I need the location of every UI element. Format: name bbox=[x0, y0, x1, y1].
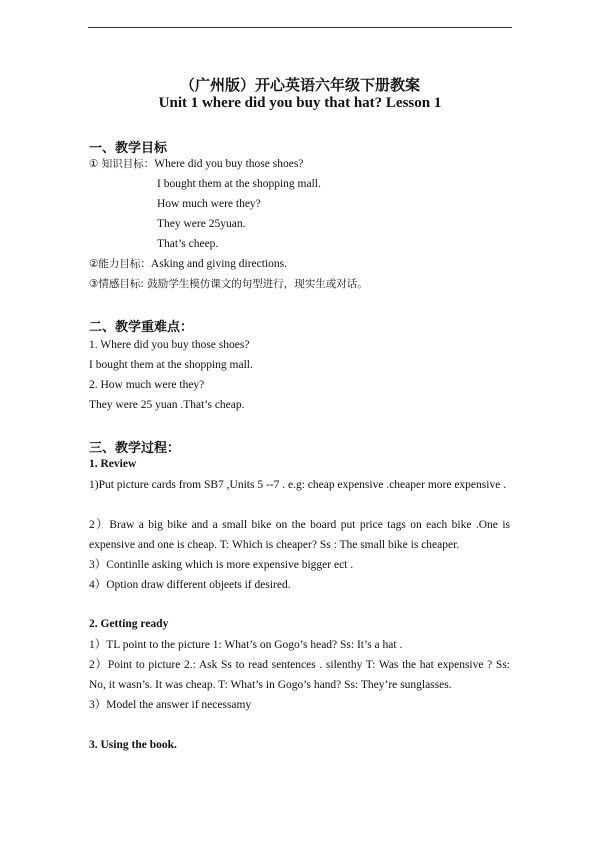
section2-heading: 二、教学重难点： bbox=[89, 320, 194, 335]
section1-heading: 一、教学目标 bbox=[89, 141, 168, 156]
goal2-label: ②能力目标： bbox=[89, 258, 151, 270]
goal1-line: They were 25yuan. bbox=[157, 218, 246, 230]
review-title: 1. Review bbox=[89, 458, 137, 470]
header-rule bbox=[88, 27, 512, 28]
goal1-label: ① 知识目标： bbox=[89, 158, 155, 170]
goal2-text: Asking and giving directions. bbox=[150, 258, 287, 270]
key-point-line: 1. Where did you buy those shoes? bbox=[89, 339, 250, 351]
key-point-line: I bought them at the shopping mall. bbox=[89, 359, 253, 371]
getting-ready-title: 2. Getting ready bbox=[89, 618, 169, 630]
review-item: 1)Put picture cards from SB7 ,Units 5 --7 . e.g: cheap expensive .cheaper more expensive . bbox=[89, 479, 507, 491]
goal1-text: Where did you buy those shoes? bbox=[154, 158, 304, 170]
goal1-line: How much were they? bbox=[157, 198, 261, 210]
goal3: ③情感目标: 鼓励学生模仿课文的句型进行，现实生或对话。 bbox=[89, 278, 368, 290]
key-point-line: 2. How much were they? bbox=[89, 379, 205, 391]
goal1-line: That’s cheep. bbox=[157, 238, 219, 250]
review-item: 3）Continlle asking which is more expensive bigger ect . bbox=[89, 559, 354, 571]
getting-ready-item: 1）TL point to the picture 1: What’s on Gogo’s head? Ss: It’s a hat . bbox=[89, 639, 403, 651]
goal2 bbox=[89, 257, 287, 271]
review-item: 2）Braw a big bike and a small bike on the board put price tags on each bike .One is expensive and one is cheap. T: Which is cheaper? Ss : The small bike is cheaper. bbox=[89, 519, 510, 551]
document-title-en: Unit 1 where did you buy that hat? Lesson 1 bbox=[158, 95, 442, 111]
review-item: 4）Option draw different objeets if desired. bbox=[89, 579, 291, 591]
section3-heading: 三、教学过程： bbox=[89, 441, 181, 456]
getting-ready-item: 2）Point to picture 2.: Ask Ss to read sentences . silenthy T: Was the hat expensive ? Ss: No, it wasn’s. It was cheap. T: What’s in Gogo’s hand? Ss: They’re sunglasses. bbox=[89, 659, 510, 691]
goal1-line: I bought them at the shopping mall. bbox=[157, 178, 321, 190]
key-point-line: They were 25 yuan .That’s cheap. bbox=[89, 399, 245, 411]
using-book-title: 3. Using the book. bbox=[89, 739, 177, 751]
goal1 bbox=[89, 157, 303, 171]
getting-ready-item: 3）Model the answer if necessamy bbox=[89, 699, 252, 711]
document-title-cn: （广州版）开心英语六年级下册教案 bbox=[179, 76, 420, 94]
